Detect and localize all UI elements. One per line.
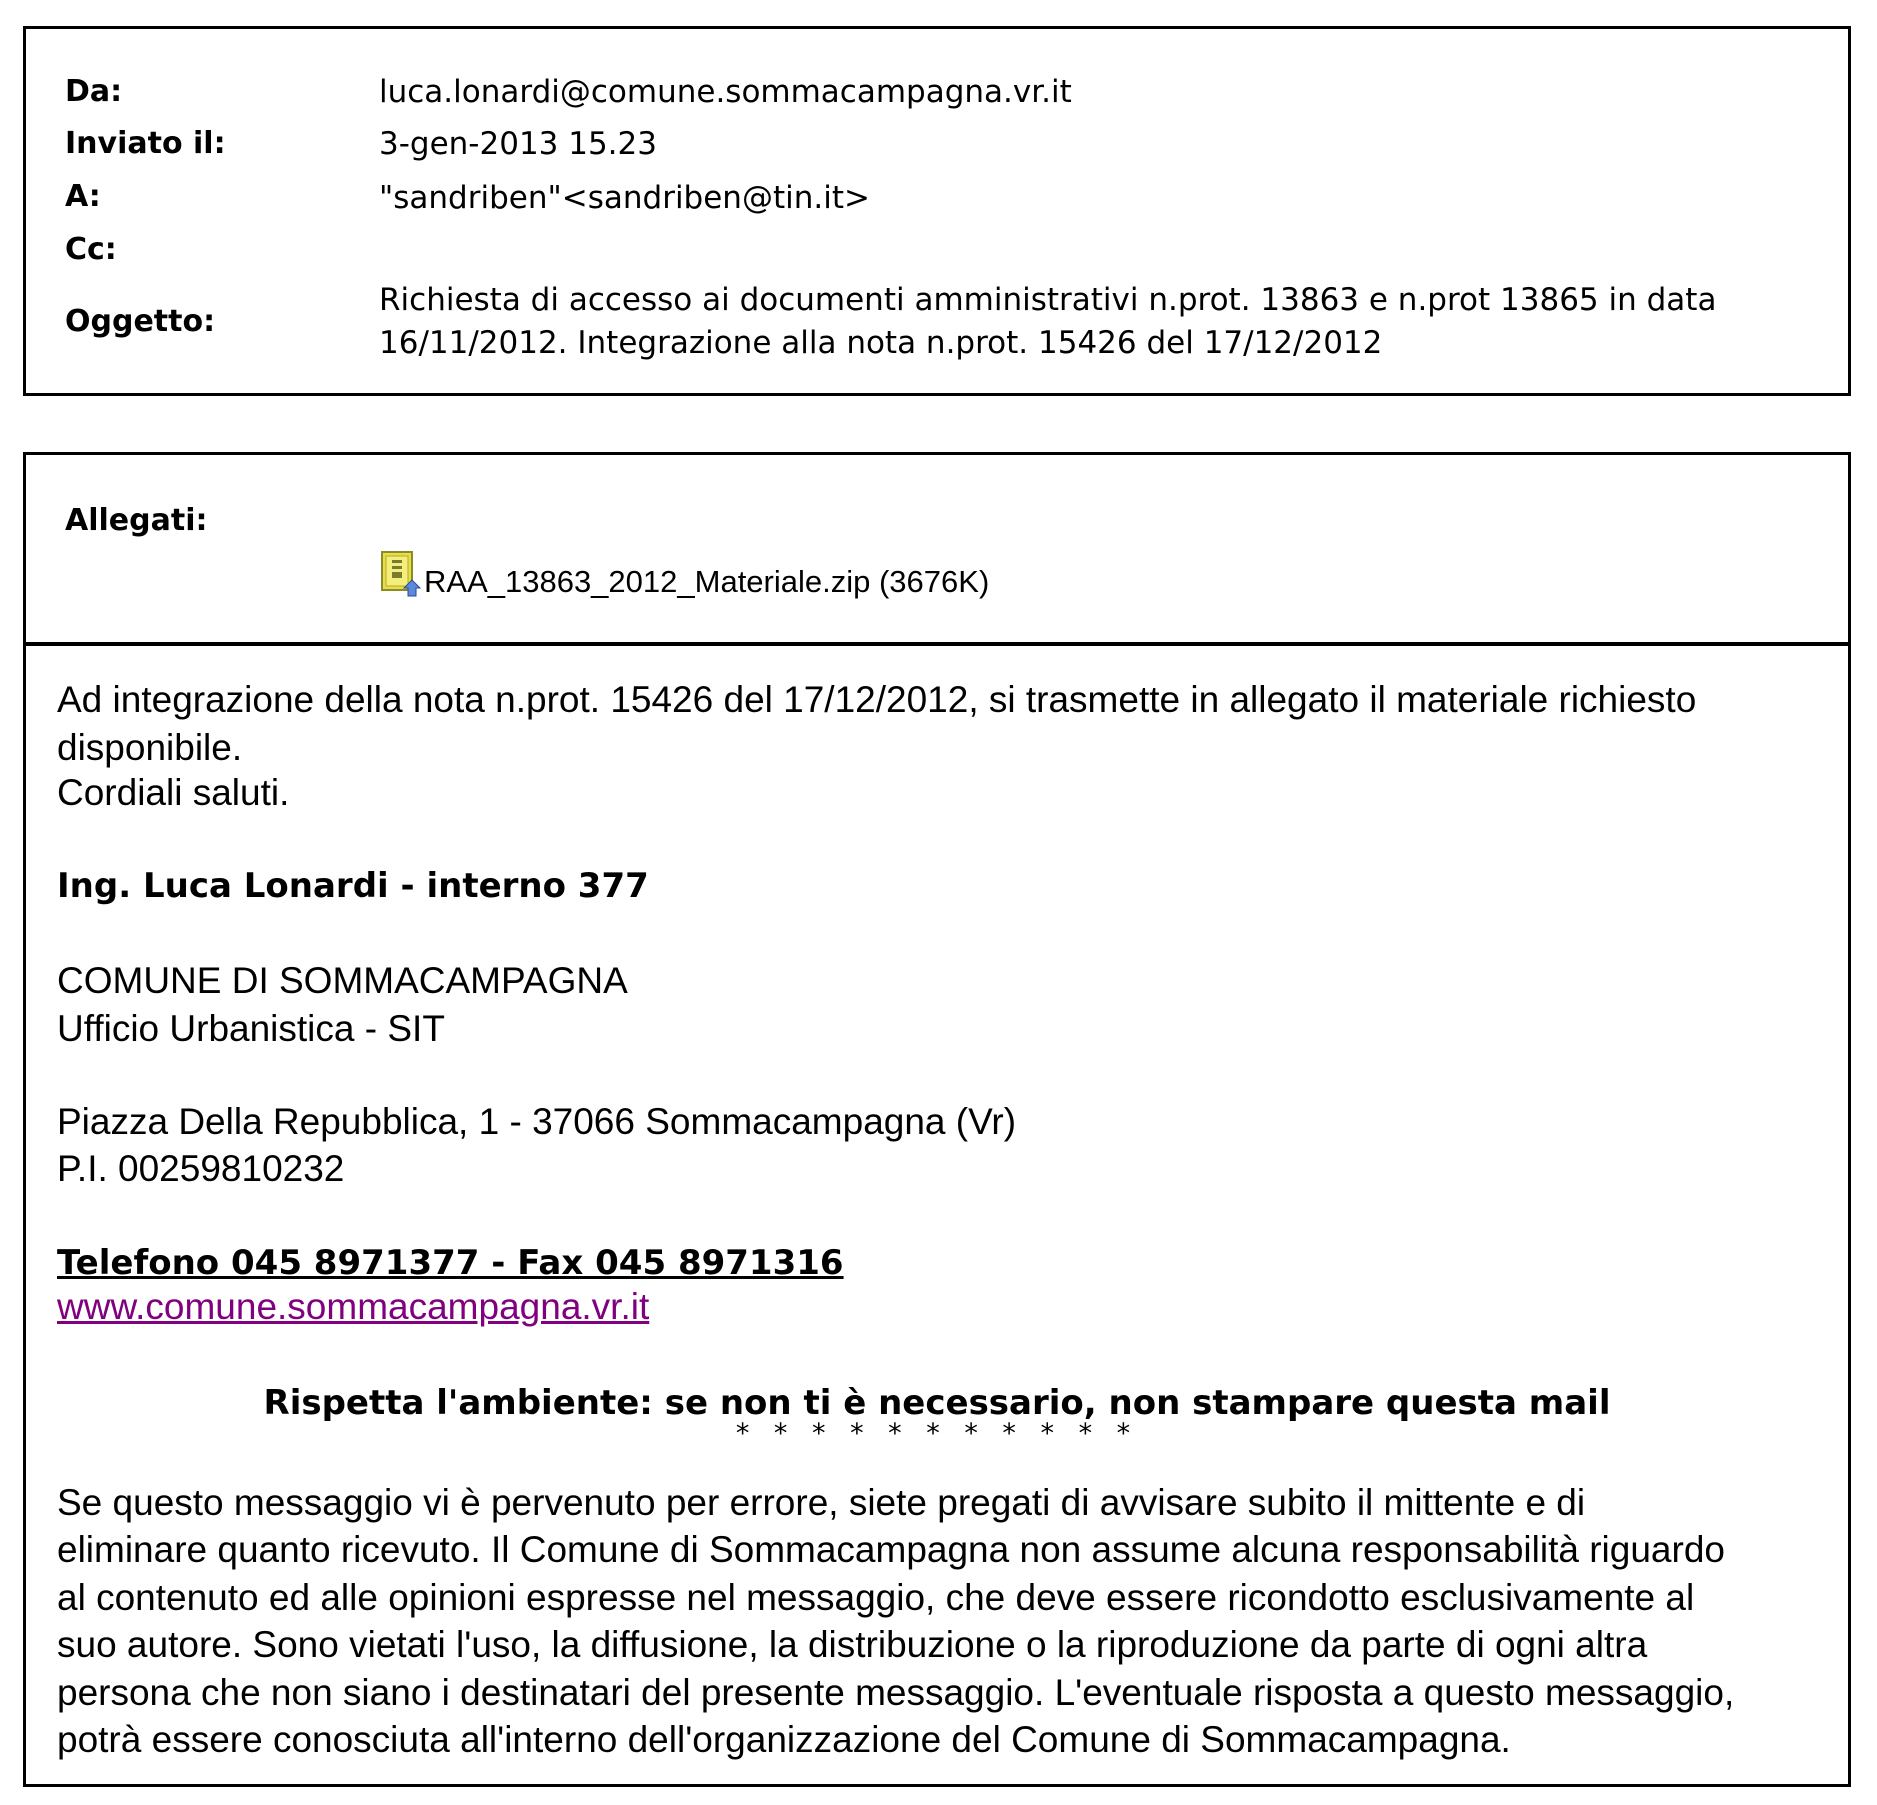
disclaimer-line: suo autore. Sono vietati l'uso, la diffusione, la distribuzione o la riproduzione da parte di ogni altra: [57, 1624, 1648, 1665]
disclaimer-line: potrà essere conosciuta all'interno dell'organizzazione del Comune di Sommacampagna.: [57, 1719, 1511, 1760]
office-name: Ufficio Urbanistica - SIT: [57, 1008, 445, 1049]
address: Piazza Della Repubblica, 1 - 37066 Sommacampagna (Vr): [57, 1101, 1017, 1142]
subject-line-2: 16/11/2012. Integrazione alla nota n.prot. 15426 del 17/12/2012: [379, 325, 1383, 361]
disclaimer-line: persona che non siano i destinatari del presente messaggio. L'eventuale risposta a questo messaggio,: [57, 1672, 1735, 1713]
attachments-label: Allegati:: [65, 503, 208, 538]
subject-line-1: Richiesta di accesso ai documenti amministrativi n.prot. 13863 e n.prot 13865 in data: [379, 282, 1717, 318]
to-label: A:: [65, 179, 101, 214]
website-link[interactable]: www.comune.sommacampagna.vr.it: [57, 1286, 650, 1327]
intro-line-1: Ad integrazione della nota n.prot. 15426 del 17/12/2012, si trasmette in allegato il materiale richiesto: [57, 679, 1697, 720]
organization-name: COMUNE DI SOMMACAMPAGNA: [57, 960, 628, 1001]
signature-name: Ing. Luca Lonardi - interno 377: [57, 866, 649, 906]
sent-value: 3-gen-2013 15.23: [379, 126, 657, 162]
attachment-item[interactable]: [378, 550, 989, 600]
separator-stars: * * * * * * * * * * *: [735, 1418, 1139, 1449]
from-value[interactable]: luca.lonardi@comune.sommacampagna.vr.it: [379, 74, 1072, 110]
vat-number: P.I. 00259810232: [57, 1148, 345, 1189]
email-body-panel: [23, 452, 1851, 1787]
attachment-filename[interactable]: RAA_13863_2012_Materiale.zip (3676K): [424, 564, 990, 599]
email-header-panel: [23, 26, 1851, 396]
disclaimer-line: eliminare quanto ricevuto. Il Comune di Sommacampagna non assume alcuna responsabilità riguardo: [57, 1529, 1725, 1570]
disclaimer-line: Se questo messaggio vi è pervenuto per errore, siete pregati di avvisare subito il mittente e di: [57, 1482, 1586, 1523]
disclaimer-line: al contenuto ed alle opinioni espresse nel messaggio, che deve essere ricondotto esclusivamente al: [57, 1577, 1695, 1618]
website-row: [57, 1284, 1814, 1330]
eco-notice: Rispetta l'ambiente: se non ti è necessario, non stampare questa mail: [263, 1383, 1611, 1423]
section-divider: [26, 642, 1848, 646]
sent-label: Inviato il:: [65, 126, 226, 161]
cc-label: Cc:: [65, 232, 117, 267]
from-label: Da:: [65, 74, 123, 109]
intro-line-2: disponibile.: [57, 727, 243, 768]
subject-label: Oggetto:: [65, 304, 216, 339]
greeting: Cordiali saluti.: [57, 772, 290, 813]
to-value[interactable]: "sandriben"<sandriben@tin.it>: [379, 180, 870, 216]
zip-file-icon: [378, 550, 422, 600]
phone-fax: Telefono 045 8971377 - Fax 045 8971316: [57, 1243, 844, 1283]
